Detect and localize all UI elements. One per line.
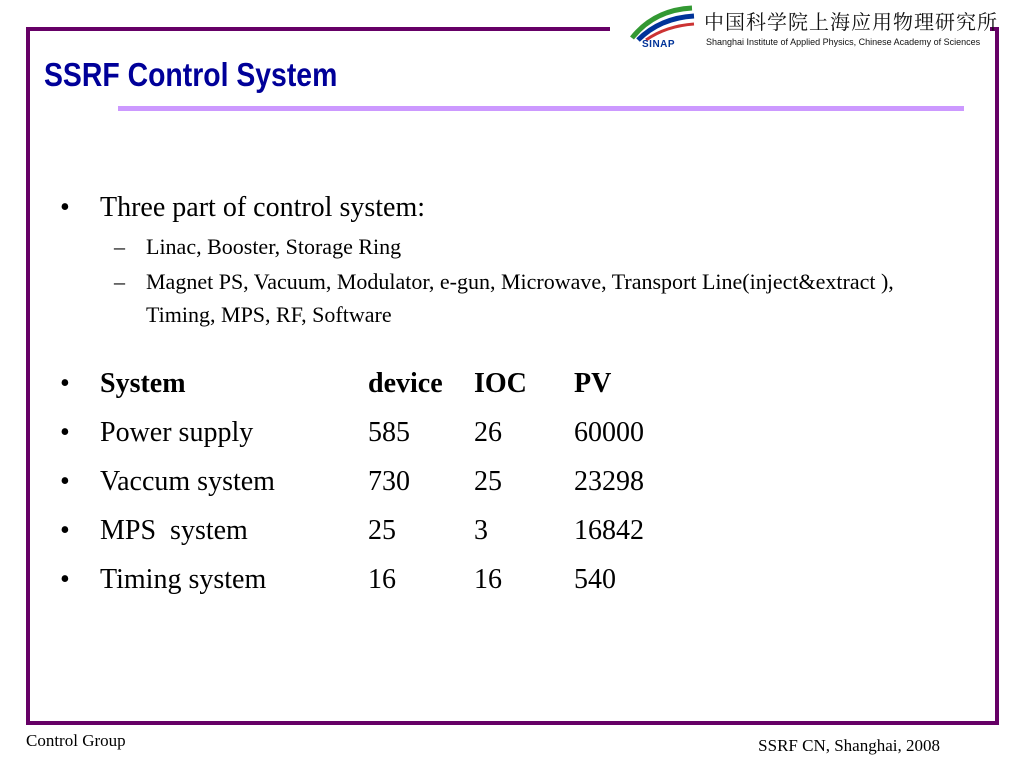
logo-abbreviation: SINAP (642, 39, 676, 50)
cell-pv: 60000 (574, 417, 644, 448)
sub-item (56, 265, 956, 331)
cell-system: Vaccum system (100, 466, 275, 497)
sub-item-text: Magnet PS, Vacuum, Modulator, e-gun, Microwave, Transport Line(inject&extract ), Timing, MPS, RF, Software (146, 269, 894, 327)
cell-pv: 23298 (574, 466, 644, 497)
cell-ioc: 3 (474, 515, 488, 546)
title-underline (118, 106, 964, 111)
institute-name-chinese: 中国科学院上海应用物理研究所 (704, 10, 998, 34)
institute-logo (628, 4, 998, 52)
header-pv: PV (574, 368, 612, 399)
sinap-logo-icon (628, 4, 698, 44)
bullet-dot: • (60, 466, 70, 497)
spacer (56, 331, 956, 359)
footer-event: SSRF CN, Shanghai, 2008 (758, 736, 940, 755)
cell-device: 16 (368, 564, 396, 595)
cell-ioc: 16 (474, 564, 502, 595)
institute-name-english: Shanghai Institute of Applied Physics, Chinese Academy of Sciences (706, 37, 981, 47)
bullet-dot: • (60, 417, 70, 448)
slide-title: SSRF Control System (44, 56, 338, 93)
bullet-dot: • (60, 368, 70, 399)
header-device: device (368, 368, 443, 399)
table-header-row (56, 359, 956, 408)
bullet-text: Three part of control system: (100, 192, 426, 223)
header-system: System (100, 368, 186, 399)
table-row (56, 506, 956, 555)
en-dash: – (114, 269, 125, 294)
en-dash: – (114, 234, 125, 259)
cell-device: 730 (368, 466, 410, 497)
sub-item (56, 230, 956, 263)
cell-device: 585 (368, 417, 410, 448)
bullet-item-intro (56, 188, 956, 228)
cell-ioc: 26 (474, 417, 502, 448)
cell-device: 25 (368, 515, 396, 546)
cell-system: MPS system (100, 515, 248, 546)
table-row (56, 555, 956, 604)
sub-item-text: Linac, Booster, Storage Ring (146, 234, 402, 259)
table-row (56, 457, 956, 506)
header-ioc: IOC (474, 368, 527, 399)
cell-pv: 16842 (574, 515, 644, 546)
bullet-dot: • (60, 515, 70, 546)
slide-content (56, 188, 956, 604)
cell-system: Timing system (100, 564, 267, 595)
footer-group: Control Group (26, 731, 126, 750)
cell-ioc: 25 (474, 466, 502, 497)
bullet-dot: • (60, 192, 70, 223)
cell-pv: 540 (574, 564, 616, 595)
cell-system: Power supply (100, 417, 254, 448)
table-row (56, 408, 956, 457)
bullet-dot: • (60, 564, 70, 595)
